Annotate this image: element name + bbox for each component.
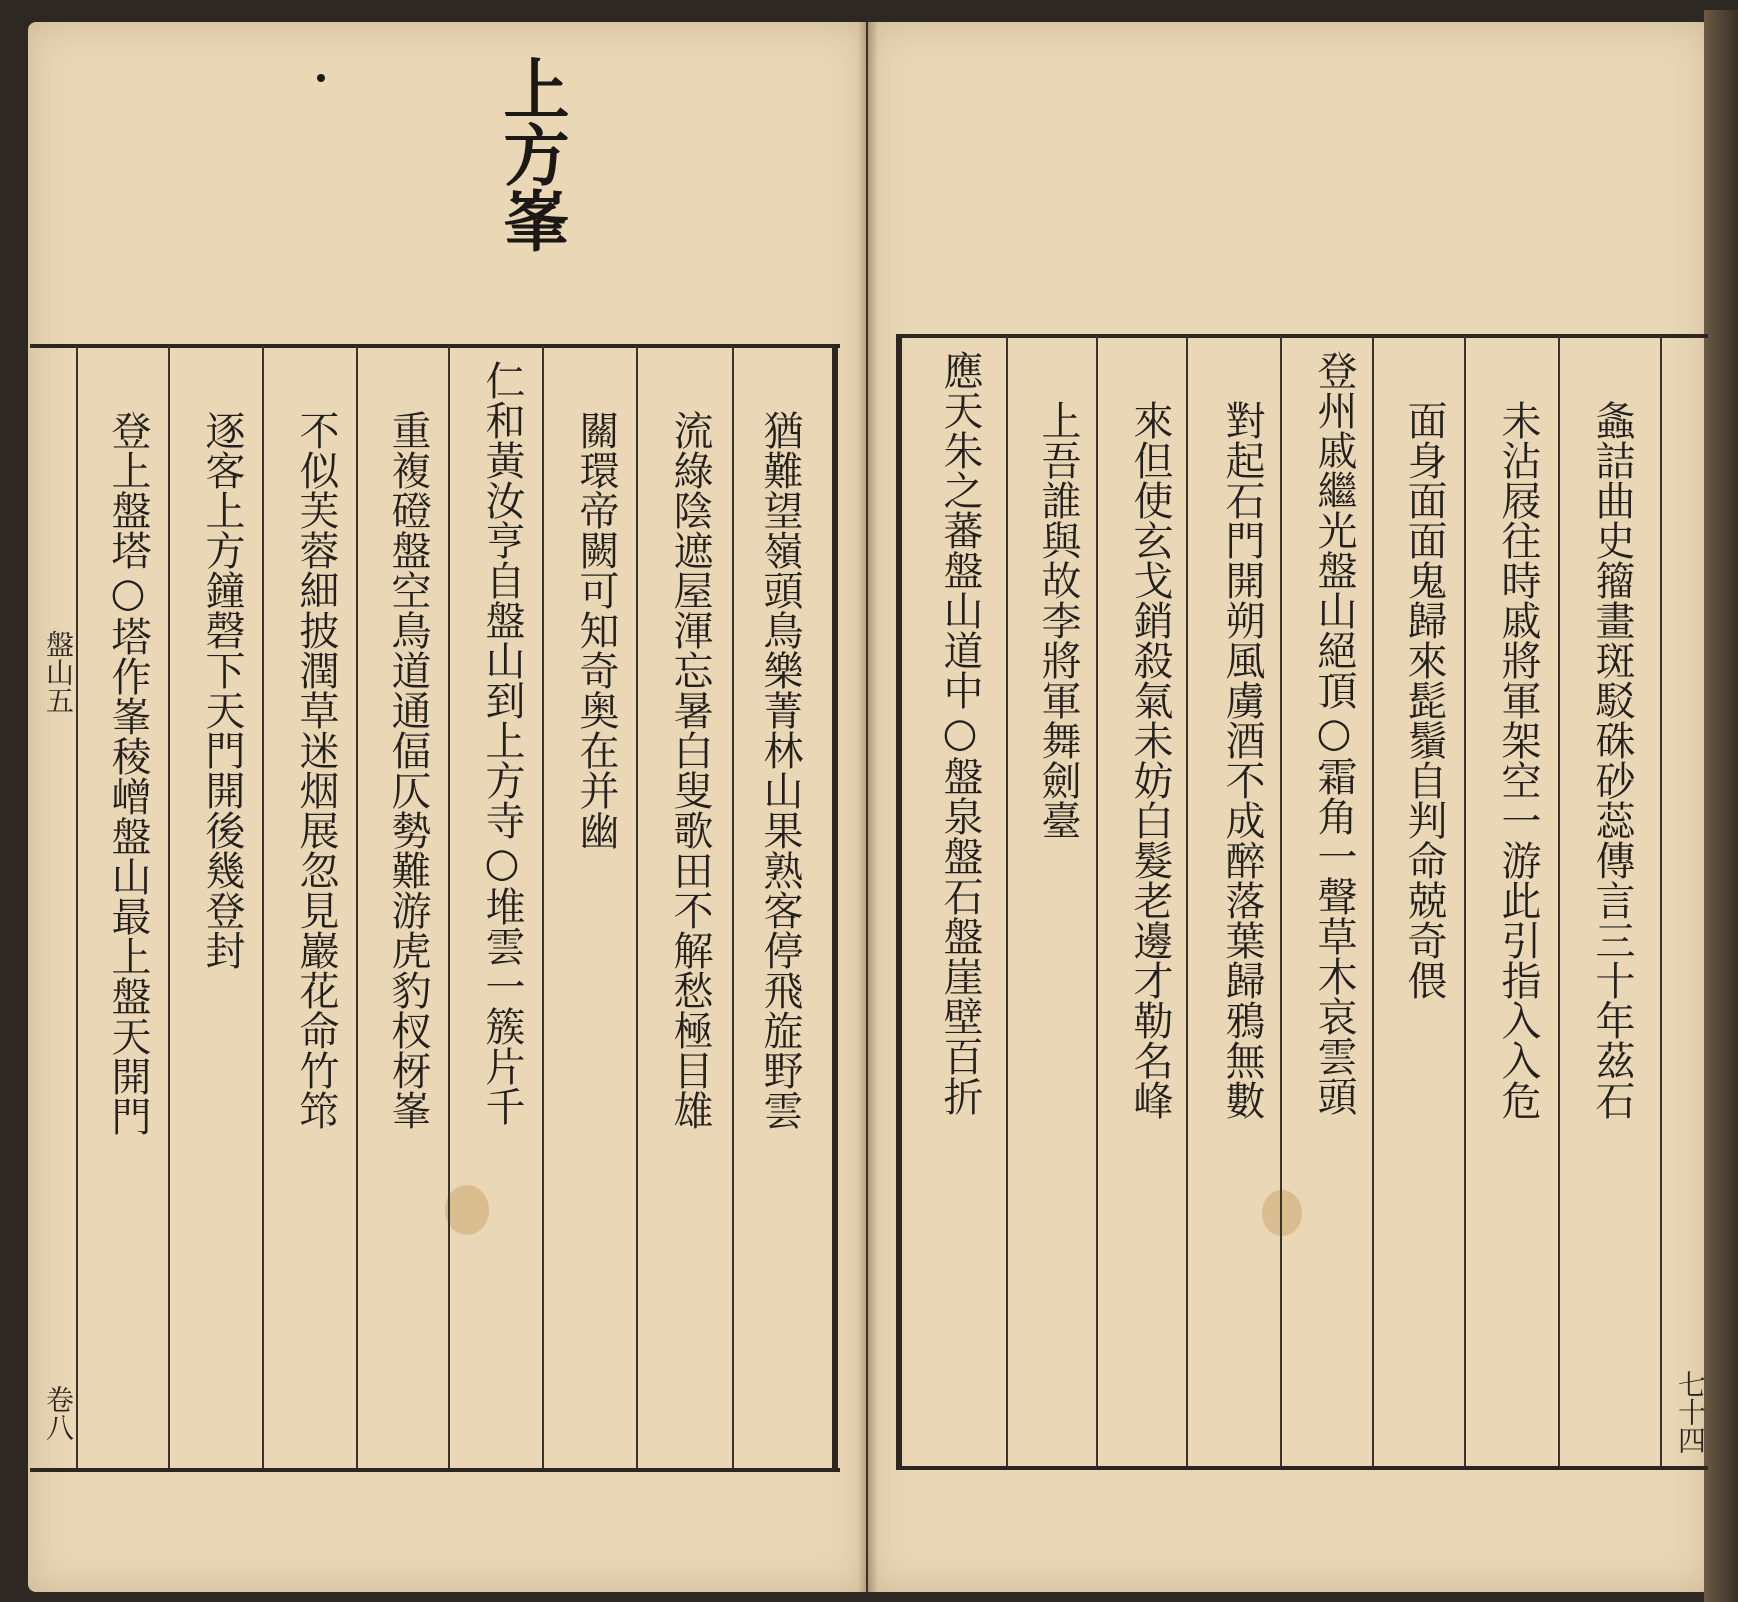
- text-column: 重複磴盤空鳥道通偪仄勢難游虎豹杈枒峯: [385, 410, 431, 1130]
- margin-label: 卷八: [42, 1385, 75, 1441]
- book-gutter: [858, 22, 878, 1592]
- column-rule: [262, 346, 264, 1468]
- column-rule: [732, 346, 734, 1468]
- text-column: 猶難望嶺頭鳥樂菁林山果熟客停飛㫌野雲: [757, 410, 803, 1130]
- book-edge: [1704, 10, 1738, 1602]
- column-rule: [636, 346, 638, 1468]
- column-rule: [448, 346, 450, 1468]
- text-column: 逐客上方鐘磬下天門開後幾登封: [199, 410, 245, 970]
- column-rule: [1464, 336, 1466, 1466]
- left-top-border: [30, 344, 840, 348]
- column-rule: [1558, 336, 1560, 1466]
- column-rule: [1660, 336, 1662, 1466]
- column-rule: [1280, 336, 1282, 1466]
- column-rule: [76, 346, 78, 1468]
- left-fold-border: [832, 344, 838, 1472]
- column-rule: [168, 346, 170, 1468]
- paper-stain: [1262, 1190, 1302, 1236]
- text-column: 對起石門開朔風虜酒不成醉落葉歸鴉無數: [1219, 400, 1265, 1120]
- column-rule: [1372, 336, 1374, 1466]
- right-top-border: [896, 334, 1708, 338]
- text-column: 關環帝闕可知奇奥在并幽: [573, 410, 619, 850]
- margin-label: 七十四: [1674, 1370, 1707, 1454]
- text-column: 未沾屐往時戚將軍架空一游此引指入入危: [1495, 400, 1541, 1120]
- column-rule: [1096, 336, 1098, 1466]
- column-rule: [356, 346, 358, 1468]
- text-column: 螽詰曲史籀畫斑駁硃砂蕊傳言三十年茲石: [1589, 400, 1635, 1120]
- left-bottom-border: [30, 1468, 840, 1472]
- text-column: 仁和黃汝亨自盤山到上方寺○堆雲一簇片千: [479, 360, 525, 1126]
- text-column: 來但使玄戈銷殺氣未妨白髮老邊才勒名峰: [1127, 400, 1173, 1120]
- column-rule: [1186, 336, 1188, 1466]
- text-column: 登上盤塔○塔作峯稜嶒盤山最上盤天開門: [105, 410, 151, 1136]
- column-rule: [542, 346, 544, 1468]
- column-rule: [1006, 336, 1008, 1466]
- text-column: 應天朱之蕃盤山道中○盤泉盤石盤崖壁百折: [937, 350, 983, 1116]
- text-column: 登州戚繼光盤山絕頂○霜角一聲草木哀雲頭: [1311, 350, 1357, 1116]
- right-fold-border: [896, 334, 902, 1470]
- text-column: 流綠陰遮屋渾忘暑白叟歌田不解愁極目雄: [667, 410, 713, 1130]
- text-column: 不似芙蓉細披潤草迷烟展忽見巖花命竹筇: [293, 410, 339, 1130]
- text-column: 上吾誰與故李將軍舞劍臺: [1035, 400, 1081, 840]
- handwritten-note: 上方峯: [492, 55, 570, 253]
- text-column: 面身面面鬼歸來髭鬚自判命兢奇偎: [1401, 400, 1447, 1000]
- margin-label: 盤山五: [42, 630, 75, 714]
- paper-stain: [445, 1185, 489, 1235]
- right-bottom-border: [896, 1466, 1708, 1470]
- ink-dot: [317, 74, 325, 82]
